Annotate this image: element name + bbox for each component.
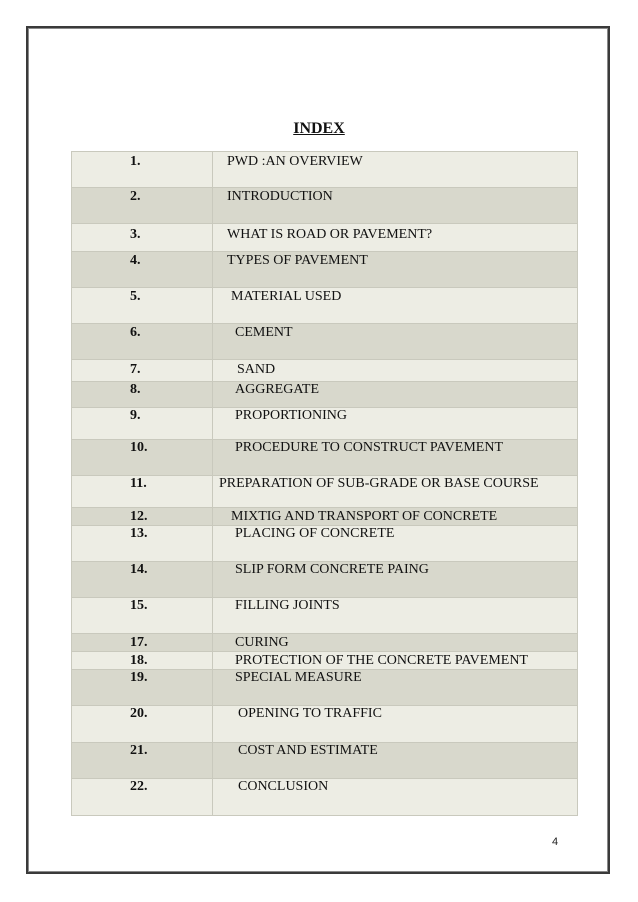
table-row [72, 508, 578, 526]
row-number: 7. [130, 362, 141, 377]
row-number: 12. [130, 509, 148, 524]
row-number: 20. [130, 706, 148, 721]
row-number: 21. [130, 743, 148, 758]
row-title: PREPARATION OF SUB-GRADE OR BASE COURSE [219, 476, 539, 491]
row-number: 19. [130, 670, 148, 685]
row-title: CURING [235, 635, 289, 650]
table-row [72, 224, 578, 252]
table-row [72, 440, 578, 476]
table-row [72, 670, 578, 706]
table-row [72, 360, 578, 382]
row-number: 10. [130, 440, 148, 455]
row-title: PWD :AN OVERVIEW [227, 154, 363, 169]
row-title: TYPES OF PAVEMENT [227, 253, 368, 268]
row-title: AGGREGATE [235, 382, 319, 397]
table-row [72, 476, 578, 508]
row-number: 13. [130, 526, 148, 541]
row-title: PROPORTIONING [235, 408, 347, 423]
table-row [72, 526, 578, 562]
row-title: WHAT IS ROAD OR PAVEMENT? [227, 227, 433, 242]
table-row [72, 252, 578, 288]
row-title: MATERIAL USED [231, 289, 342, 304]
row-title: PROCEDURE TO CONSTRUCT PAVEMENT [235, 440, 504, 455]
row-number: 2. [130, 189, 141, 204]
row-title: SLIP FORM CONCRETE PAING [235, 562, 429, 577]
table-row [72, 598, 578, 634]
table-row [72, 562, 578, 598]
row-number: 17. [130, 635, 148, 650]
row-number: 5. [130, 289, 141, 304]
row-title: FILLING JOINTS [235, 598, 340, 613]
row-number: 14. [130, 562, 148, 577]
row-title: MIXTIG AND TRANSPORT OF CONCRETE [231, 509, 498, 524]
row-number: 1. [130, 154, 141, 169]
table-row [72, 634, 578, 652]
table-row [72, 288, 578, 324]
table-row [72, 324, 578, 360]
table-row [72, 706, 578, 743]
row-number: 22. [130, 779, 148, 794]
row-number: 3. [130, 227, 141, 242]
row-title: SAND [237, 362, 276, 377]
row-title: INTRODUCTION [227, 189, 333, 204]
row-title: PROTECTION OF THE CONCRETE PAVEMENT [235, 653, 528, 668]
table-row [72, 743, 578, 779]
row-title: COST AND ESTIMATE [238, 743, 378, 758]
page-number: 4 [552, 836, 559, 848]
table-row [72, 188, 578, 224]
table-row [72, 152, 578, 188]
table-row [72, 408, 578, 440]
row-title: OPENING TO TRAFFIC [238, 706, 382, 721]
table-row [72, 779, 578, 816]
row-title: CONCLUSION [238, 779, 329, 794]
row-title: PLACING OF CONCRETE [235, 526, 395, 541]
row-number: 15. [130, 598, 148, 613]
row-number: 11. [130, 476, 147, 491]
row-number: 4. [130, 253, 141, 268]
table-row [72, 652, 578, 670]
page-title: INDEX [293, 120, 345, 137]
row-title: CEMENT [235, 325, 293, 340]
row-number: 9. [130, 408, 141, 423]
table-row [72, 382, 578, 408]
row-number: 6. [130, 325, 141, 340]
row-number: 18. [130, 653, 148, 668]
index-table [71, 151, 578, 816]
row-number: 8. [130, 382, 141, 397]
row-title: SPECIAL MEASURE [235, 670, 362, 685]
